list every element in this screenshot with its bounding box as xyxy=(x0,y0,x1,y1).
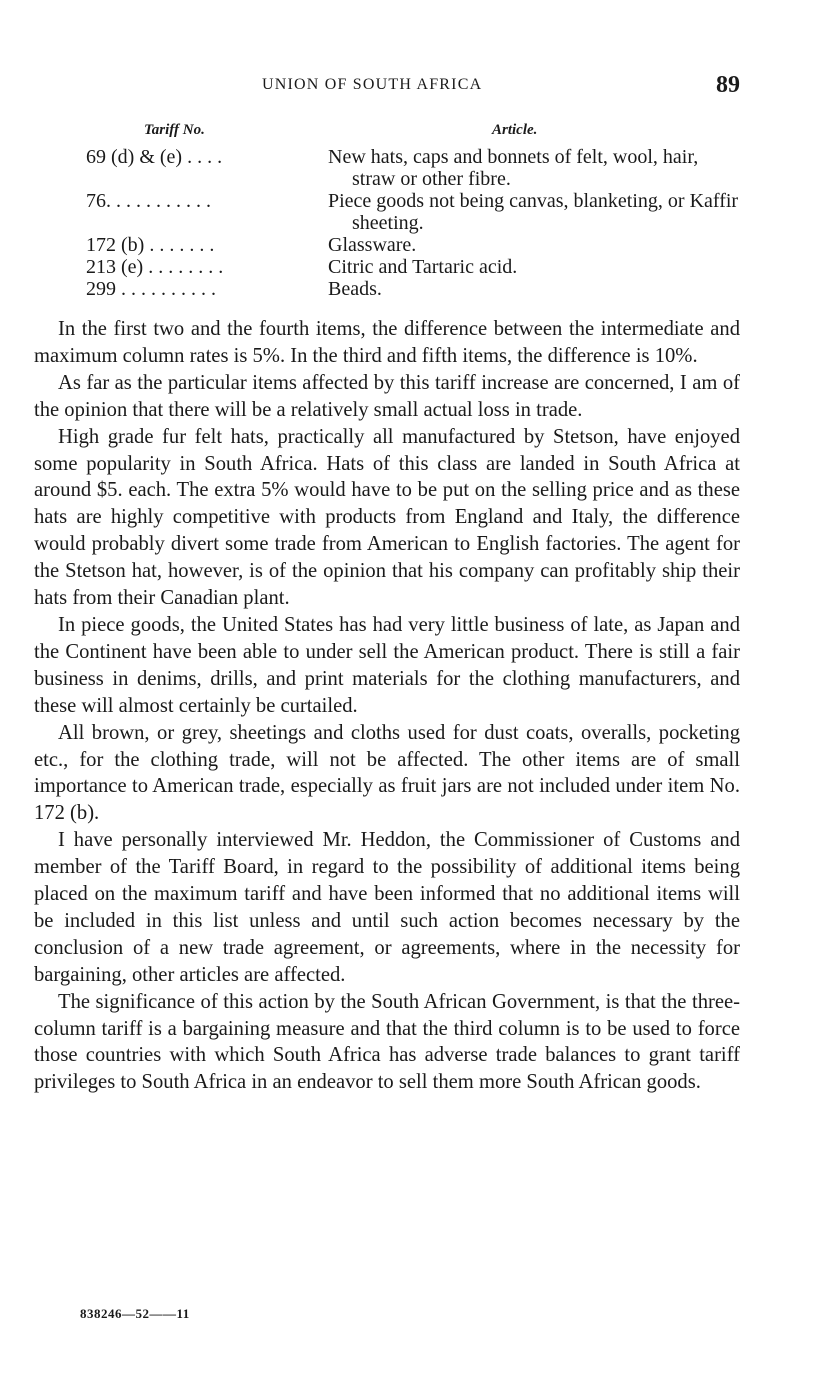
paragraph: As far as the particular items affected by this tariff increase are concerned, I am of the opinion that there will be a relatively small actual loss in trade. xyxy=(34,371,740,421)
tariff-table-header xyxy=(86,118,746,146)
column-header-article: Article. xyxy=(492,122,538,138)
paragraph: All brown, or grey, sheetings and cloths used for dust coats, overalls, pocketing etc., for the clothing trade, will not be affected. The other items are of small importance to American trade, especially as fruit jars are not included under item No. 172 (b). xyxy=(34,721,740,825)
tariff-article: Beads. xyxy=(328,278,382,300)
paragraph: High grade fur felt hats, practically all manufactured by Stetson, have enjoyed some popularity in South Africa. Hats of this class are landed in South Africa at around $5. each. The extra 5% would have to be put on the selling price and as these hats are highly competitive with products from England and Italy, the difference would probably divert some trade from American to English factories. The agent for the Stetson hat, however, is of the opinion that his company can profitably ship their hats from their Canadian plant. xyxy=(34,425,740,610)
paragraph: In the first two and the fourth items, the difference between the intermediate and maximum column rates is 5%. In the third and fifth items, the difference is 10%. xyxy=(34,318,740,367)
tariff-number: 213 (e) . . . . . . . . xyxy=(86,256,224,278)
paragraph: In piece goods, the United States has had very little business of late, as Japan and the Continent have been able to under sell the American product. There is still a fair business in denims, drills, and print materials for the clothing manufacturers, and these will almost certainly be curtailed. xyxy=(34,613,740,717)
tariff-article: New hats, caps and bonnets of felt, wool, hair, straw or other fibre. xyxy=(328,146,699,190)
table-row xyxy=(86,278,746,300)
running-head xyxy=(0,72,838,102)
tariff-article: Glassware. xyxy=(328,234,417,256)
tariff-number: 299 . . . . . . . . . . xyxy=(86,278,216,300)
column-header-tariff-no: Tariff No. xyxy=(144,122,205,138)
tariff-table xyxy=(86,118,746,300)
print-code: 838246—52——11 xyxy=(80,1306,190,1321)
table-row xyxy=(86,190,746,234)
table-row xyxy=(86,146,746,190)
table-row xyxy=(86,256,746,278)
table-row xyxy=(86,234,746,256)
tariff-number: 76. . . . . . . . . . . xyxy=(86,190,211,212)
paragraph: I have personally interviewed Mr. Heddon, the Commissioner of Customs and member of the Tariff Board, in regard to the possibility of additional items being placed on the maximum tariff and have been informed that no additional items will be included in this list unless and until such action becomes necessary by the conclusion of a new trade agreement, or agreements, where in the necessity for bargaining, other articles are affected. xyxy=(34,829,740,986)
tariff-number: 172 (b) . . . . . . . xyxy=(86,234,215,256)
tariff-article: Piece goods not being canvas, blanketing, or Kaffir sheeting. xyxy=(328,190,739,234)
paragraph: The significance of this action by the South African Government, is that the three-column tariff is a bargaining measure and that the third column is to be used to force those countries with which South Africa has adverse trade balances to grant tariff privileges to South Africa in an endeavor to sell them more South African goods. xyxy=(34,990,740,1094)
running-title: UNION OF SOUTH AFRICA xyxy=(262,76,483,93)
tariff-number: 69 (d) & (e) . . . . xyxy=(86,146,223,168)
page-number: 89 xyxy=(716,72,740,98)
body-text xyxy=(34,316,740,1096)
tariff-article: Citric and Tartaric acid. xyxy=(328,256,518,278)
